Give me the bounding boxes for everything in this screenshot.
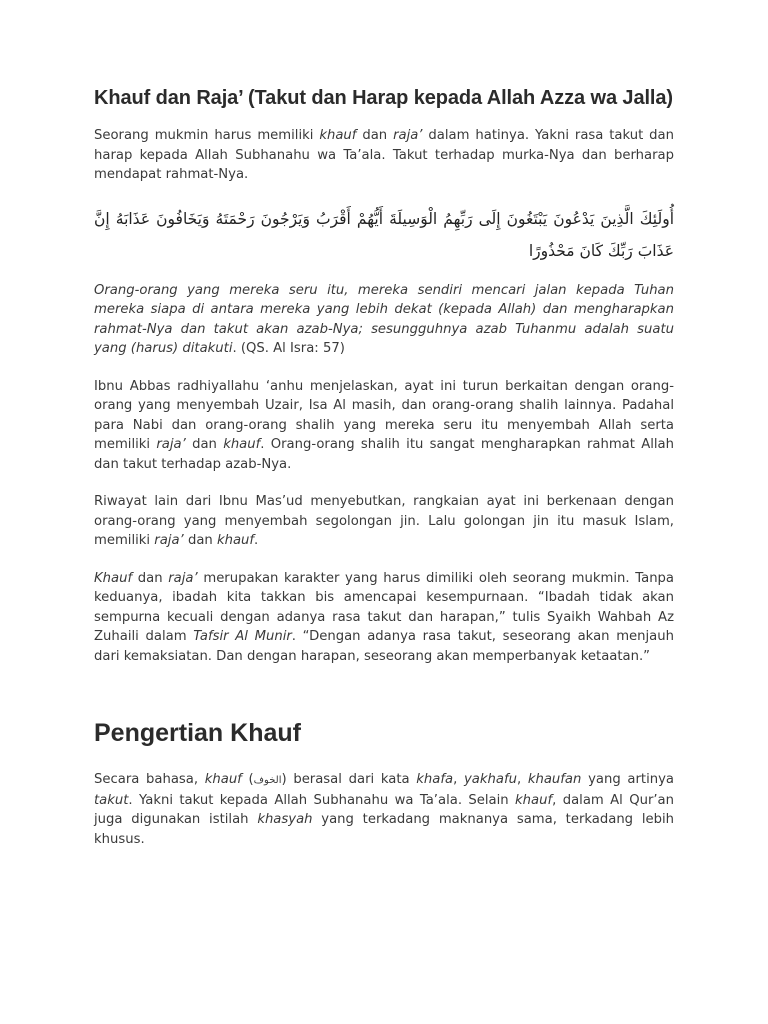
article [94,84,674,867]
term: khasyah [257,812,313,827]
intro-paragraph [94,126,674,185]
verse-reference: . (QS. Al Isra: 57) [232,341,345,356]
text: Seorang mukmin harus memiliki [94,128,320,143]
arabic-term: الخوف [253,775,282,786]
text: Riwayat lain dari Ibnu Mas’ud menyebutkan, rangkaian ayat ini berkenaan dengan orang-orang yang menyembah segolongan jin. Lalu golongan jin itu masuk Islam, memiliki [94,494,674,548]
text: merupakan karakter yang harus dimiliki oleh seorang mukmin. Tanpa keduanya, ibadah kita takkan bis amencapai kesempurnaan. “Ibadah tidak akan sempurna kecuali dengan adanya rasa takut dan harapan,” tulis Syaikh Wahbah Az Zuhaili dalam [94,570,675,644]
term: khauf [223,437,261,452]
text: Ibnu Abbas radhiyallahu ‘anhu menjelaskan, ayat ini turun berkaitan dengan orang-orang yang menyembah Uzair, Isa Al masih, dan orang-orang shalih lainnya. Padahal para Nabi dan orang-orang shalih yang mereka seru itu menyembah Allah serta memiliki [94,378,674,452]
section-heading: Pengertian Khauf [94,719,301,747]
term: raja’ [154,533,184,548]
term: yakhafu [464,772,517,787]
karakter-paragraph [94,569,674,667]
book-title: Tafsir Al Munir [193,629,292,644]
term: khafa [416,772,454,787]
term: raja’ [168,570,198,586]
text: yang artinya [581,772,674,787]
text: . Orang-orang shalih itu sangat mengharapkan rahmat Allah dan takut terhadap azab-Nya. [94,437,674,472]
term: khauf [319,128,357,143]
verse-translation [94,281,674,359]
term: takut [94,792,129,808]
riwayat-paragraph [94,492,674,551]
text: . Yakni takut kepada Allah Subhanahu wa Ta’ala. Selain [128,792,516,808]
text: dan [183,533,217,548]
text: , [453,772,464,787]
term: raja’ [156,437,186,452]
text: , dalam Al Qur’an juga digunakan istilah [94,792,674,827]
term: khaufan [527,772,582,787]
pengertian-paragraph [94,770,674,849]
text: dalam hatinya. Yakni rasa takut dan harap kepada Allah Subhanahu wa Ta’ala. Takut terhadap murka-Nya dan berharap mendapat rahmat-Nya. [94,128,674,182]
text: dan [185,437,224,452]
term: khauf [216,533,255,548]
quran-verse-arabic: أُولَئِكَ الَّذِينَ يَدْعُونَ يَبْتَغُونَ إِلَى رَبِّهِمُ الْوَسِيلَةَ أَيُّهُمْ أَقْرَبُ وَيَرْجُونَ رَحْمَتَهُ وَيَخَافُونَ عَذَابَهُ إِنَّ عَذَابَ رَبِّكَ كَانَ مَحْذُورًا [94,209,674,260]
text: . “Dengan adanya rasa takut, seseorang akan menjauh dari kemaksiatan. Dan dengan harapan, seseorang akan memperbanyak ketaatan.” [94,629,674,664]
term: raja’ [393,128,423,143]
text: Secara bahasa, [94,772,205,787]
text: dan [132,570,169,586]
term: khauf [515,792,553,808]
term: Khauf [94,570,133,586]
article-title: Khauf dan Raja’ (Takut dan Harap kepada Allah Azza wa Jalla) [94,87,673,109]
translation-text: Orang-orang yang mereka seru itu, mereka sendiri mencari jalan kepada Tuhan mereka siapa di antara mereka yang lebih dekat (kepada Allah) dan mengharapkan rahmat-Nya dan takut akan azab-Nya; sesungguhnya azab Tuhanmu adalah suatu yang (harus) ditakuti [94,282,674,356]
text: , [516,772,528,787]
text: . [254,533,259,548]
text: yang terkadang maknanya sama, terkadang lebih khusus. [94,812,674,847]
ibnu-abbas-paragraph [94,377,674,475]
term: khauf [204,772,242,787]
text: ( [241,772,254,787]
text: ) berasal dari kata [281,772,417,787]
text: dan [356,128,394,143]
